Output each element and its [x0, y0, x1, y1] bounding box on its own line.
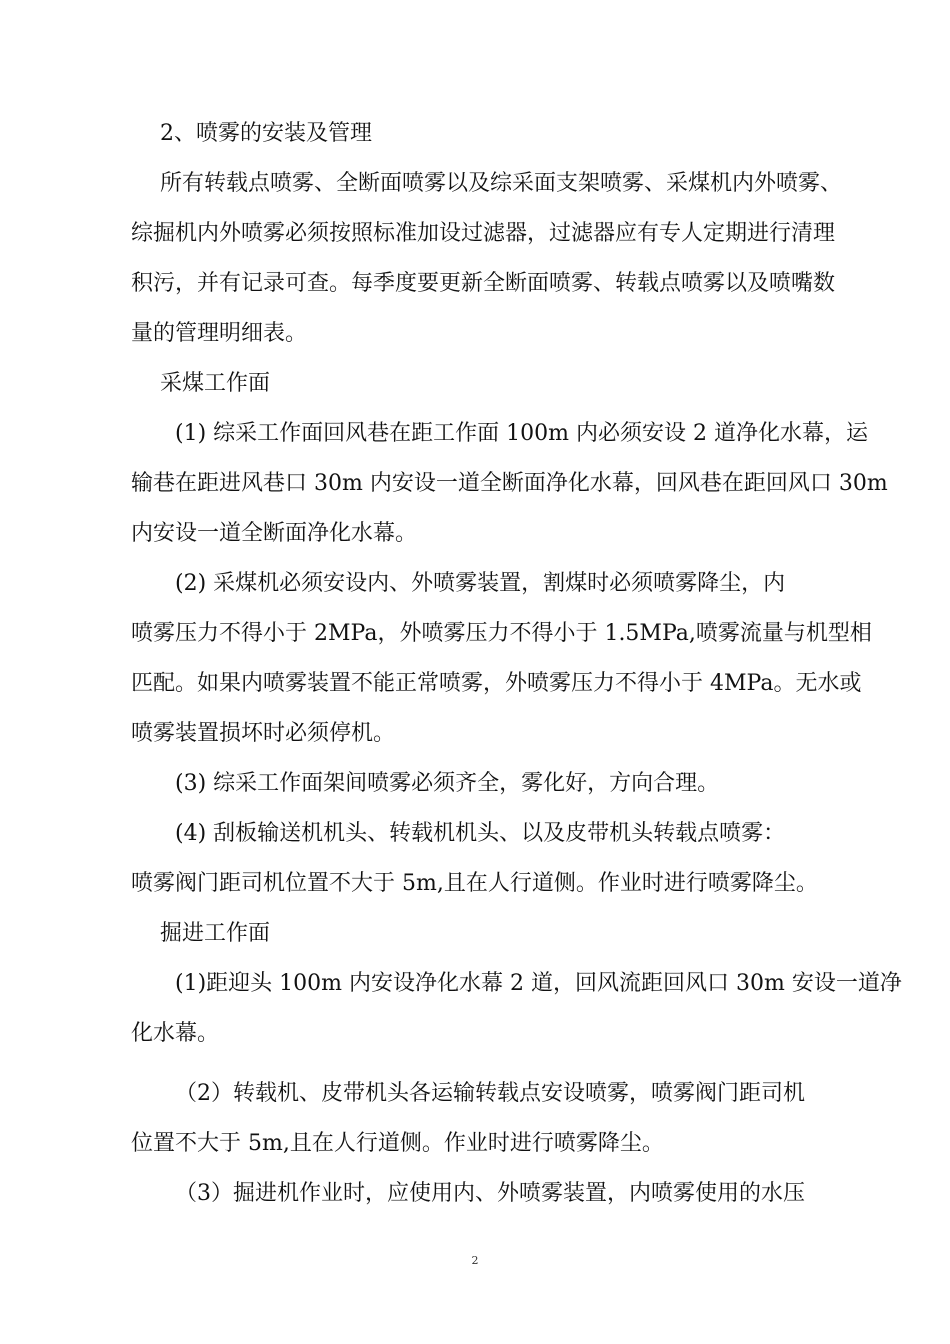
paragraph-line: （3）掘进机作业时，应使用内、外喷雾装置，内喷雾使用的水压: [175, 1181, 805, 1206]
paragraph-line: 输巷在距进风巷口 30m 内安设一道全断面净化水幕，回风巷在距回风口 30m: [131, 471, 888, 496]
paragraph-line: 积污，并有记录可查。每季度要更新全断面喷雾、转载点喷雾以及喷嘴数: [131, 271, 836, 296]
subsection-heading: 掘进工作面: [160, 921, 271, 946]
paragraph-line: 化水幕。: [131, 1021, 220, 1046]
paragraph-line: 喷雾压力不得小于 2MPa，外喷雾压力不得小于 1.5MPa,喷雾流量与机型相: [131, 621, 872, 646]
paragraph-line: 喷雾阀门距司机位置不大于 5m,且在人行道侧。作业时进行喷雾降尘。: [131, 871, 818, 896]
paragraph-line: 内安设一道全断面净化水幕。: [131, 521, 418, 546]
paragraph-line: （2）转载机、皮带机头各运输转载点安设喷雾，喷雾阀门距司机: [175, 1081, 805, 1106]
page-number: 2: [471, 1254, 479, 1267]
paragraph-line: (1)距迎头 100m 内安设净化水幕 2 道，回风流距回风口 30m 安设一道净: [175, 971, 902, 996]
subsection-heading: 采煤工作面: [160, 371, 271, 396]
paragraph-line: 匹配。如果内喷雾装置不能正常喷雾，外喷雾压力不得小于 4MPa。无水或: [131, 671, 862, 696]
paragraph-line: (1) 综采工作面回风巷在距工作面 100m 内必须安设 2 道净化水幕，运: [175, 421, 868, 446]
paragraph-line: 综掘机内外喷雾必须按照标准加设过滤器，过滤器应有专人定期进行清理: [131, 221, 836, 246]
paragraph-line: (2) 采煤机必须安设内、外喷雾装置，割煤时必须喷雾降尘，内: [175, 571, 786, 596]
paragraph-line: (3) 综采工作面架间喷雾必须齐全，雾化好，方向合理。: [175, 771, 720, 796]
paragraph-line: 位置不大于 5m,且在人行道侧。作业时进行喷雾降尘。: [131, 1131, 664, 1156]
paragraph-line: 喷雾装置损坏时必须停机。: [131, 721, 396, 746]
section-heading: 2、喷雾的安装及管理: [160, 121, 372, 146]
paragraph-line: 所有转载点喷雾、全断面喷雾以及综采面支架喷雾、采煤机内外喷雾、: [160, 171, 843, 196]
paragraph-line: 量的管理明细表。: [131, 321, 308, 346]
paragraph-line: (4) 刮板输送机机头、转载机机头、以及皮带机头转载点喷雾：: [175, 821, 786, 846]
